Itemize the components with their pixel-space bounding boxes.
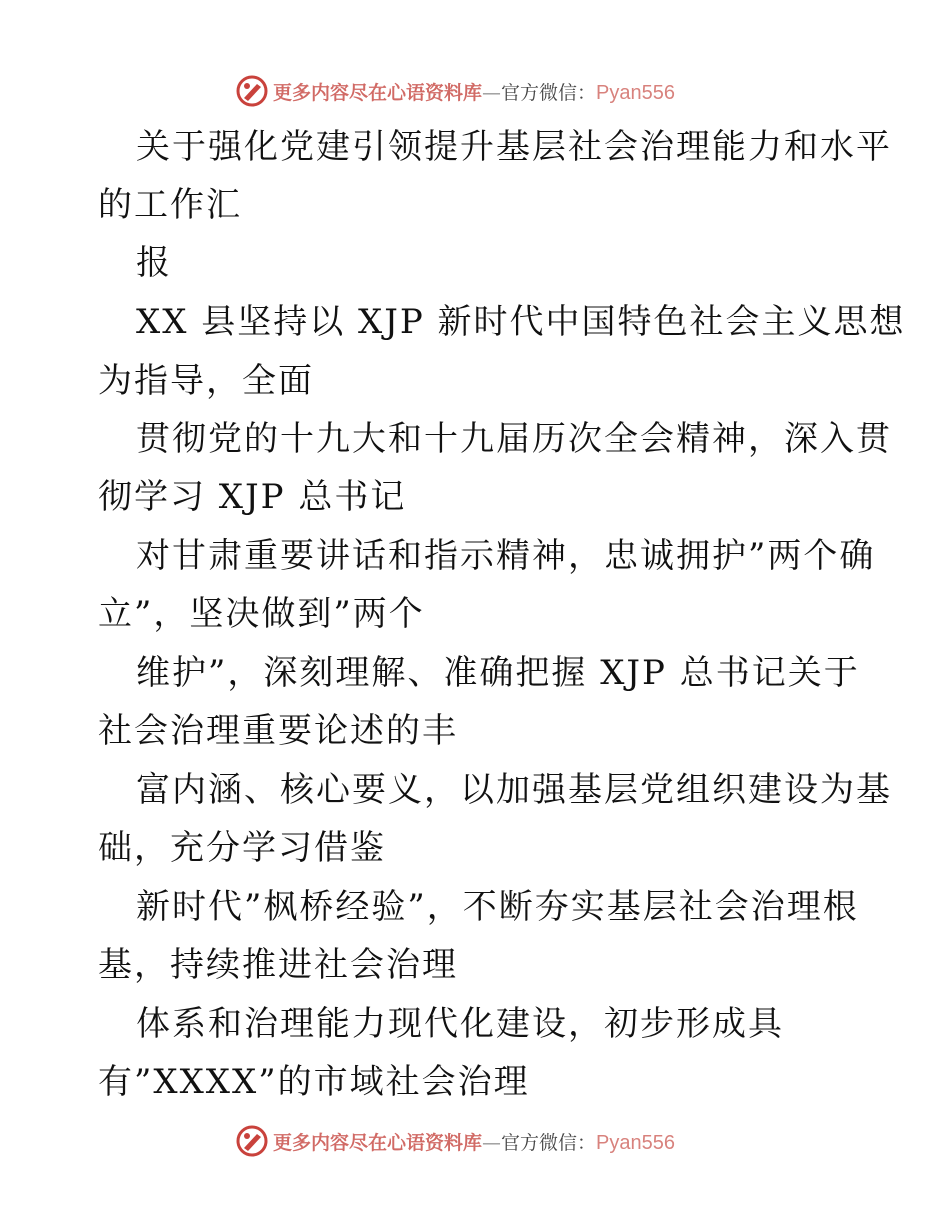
watermark-wechat-id: Pyan556 [596,1131,675,1154]
watermark-official-label: 官方微信： [501,81,597,104]
footer-watermark [0,1121,950,1161]
body-line: 彻学习 XJP 总书记 [98,477,407,517]
watermark-site-name: 更多内容尽在心语资料库 [273,81,483,104]
body-line: 对甘肃重要讲话和指示精神，忠诚拥护”两个确 [136,536,876,576]
body-line: 贯彻党的十九大和十九届历次全会精神，深入贯 [136,419,892,459]
watermark-dash: — [482,81,502,104]
body-line: 体系和治理能力现代化建设，初步形成具 [136,1004,784,1044]
body-line: 基，持续推进社会治理 [98,945,458,985]
body-line: 新时代”枫桥经验”，不断夯实基层社会治理根 [136,887,859,927]
logo-icon [235,1124,269,1158]
body-line: 富内涵、核心要义，以加强基层党组织建设为基 [136,770,892,810]
body-line: 维护”，深刻理解、准确把握 XJP 总书记关于 [136,653,860,693]
watermark-wechat-id: Pyan556 [596,81,675,104]
logo-icon [235,74,269,108]
header-watermark [0,71,950,111]
body-line: 础，充分学习借鉴 [98,828,386,868]
title-line-1: 关于强化党建引领提升基层社会治理能力和水平 [136,127,892,167]
title-line-3: 报 [136,243,172,283]
watermark-site-name: 更多内容尽在心语资料库 [273,1131,483,1154]
body-line: 有”XXXX”的市域社会治理 [98,1062,530,1102]
body-line: XX 县坚持以 XJP 新时代中国特色社会主义思想 [136,302,906,342]
body-line: 立”，坚决做到”两个 [98,594,425,634]
body-line: 社会治理重要论述的丰 [98,711,458,751]
watermark-dash: — [482,1131,502,1154]
watermark-official-label: 官方微信： [501,1131,597,1154]
title-line-2: 的工作汇 [98,185,242,225]
body-line: 为指导，全面 [98,361,314,401]
